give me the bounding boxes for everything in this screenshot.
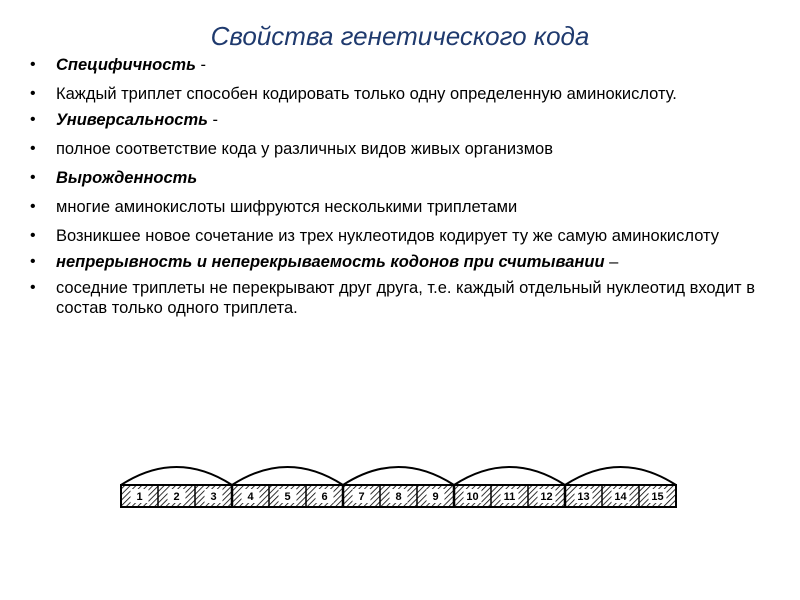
bullet-item-degeneracy [30, 168, 760, 188]
bullet-dot: • [30, 227, 36, 244]
nucleotide-number: 11 [503, 491, 516, 503]
bullet-text: полное соответствие кода у различных видов живых организмов [56, 140, 553, 158]
nucleotide-number: 1 [136, 491, 143, 503]
bullet-suffix: - [195, 56, 206, 74]
nucleotide-number: 15 [651, 491, 664, 503]
bullet-text: Каждый триплет способен кодировать только одну определенную аминокислоту. [56, 85, 677, 103]
bullet-item-degeneracy-desc-2 [30, 226, 760, 246]
bullet-dot: • [30, 279, 36, 296]
bullet-dot: • [30, 56, 36, 73]
bullet-list [30, 55, 760, 327]
bullet-item-universality-desc [30, 139, 760, 159]
nucleotide-number: 12 [540, 491, 553, 503]
nucleotide-number: 7 [358, 491, 365, 503]
codon-arc [121, 467, 232, 485]
nucleotide-number: 6 [321, 491, 328, 503]
bullet-text: многие аминокислоты шифруются несколькими триплетами [56, 198, 518, 216]
nucleotide-number: 13 [577, 491, 590, 503]
nucleotide-number: 2 [173, 491, 180, 503]
codon-arcs [121, 467, 676, 485]
bullet-dot: • [30, 85, 36, 102]
triplet-diagram [115, 455, 695, 515]
codon-arc [232, 467, 343, 485]
bullet-suffix: – [604, 253, 619, 271]
bullet-text: Универсальность [56, 111, 208, 129]
bullet-text: непрерывность и неперекрываемость кодонов при считывании [56, 253, 605, 271]
nucleotide-number: 14 [614, 491, 627, 503]
bullet-item-specificity-desc [30, 84, 760, 104]
codon-arc [343, 467, 454, 485]
bullet-text: соседние триплеты не перекрывают друг друга, т.е. каждый отдельный нуклеотид входит в состав только одного триплета. [56, 279, 755, 317]
bullet-item-degeneracy-desc [30, 197, 760, 217]
nucleotide-number: 10 [466, 491, 479, 503]
bullet-text: Возникшее новое сочетание из трех нуклеотидов кодирует ту же самую аминокислоту [56, 227, 720, 245]
nucleotide-number: 3 [210, 491, 217, 503]
nucleotide-number: 9 [432, 491, 439, 503]
bullet-text: Специфичность [56, 56, 196, 74]
bullet-item-specificity [30, 55, 760, 75]
codon-arc [565, 467, 676, 485]
nucleotide-strip [121, 485, 676, 507]
bullet-suffix: - [207, 111, 219, 129]
bullet-dot: • [30, 140, 36, 157]
bullet-item-continuity-desc [30, 278, 760, 318]
bullet-dot: • [30, 198, 36, 215]
bullet-item-universality [30, 110, 760, 130]
codon-arc [454, 467, 565, 485]
nucleotide-number: 8 [395, 491, 402, 503]
nucleotide-number: 4 [247, 491, 254, 503]
bullet-dot: • [30, 111, 36, 128]
bullet-item-continuity [30, 252, 760, 272]
bullet-text: Вырожденность [56, 169, 198, 187]
bullet-dot: • [30, 169, 36, 186]
nucleotide-number: 5 [284, 491, 291, 503]
bullet-dot: • [30, 253, 36, 270]
slide-title: Свойства генетического кода [210, 21, 590, 51]
